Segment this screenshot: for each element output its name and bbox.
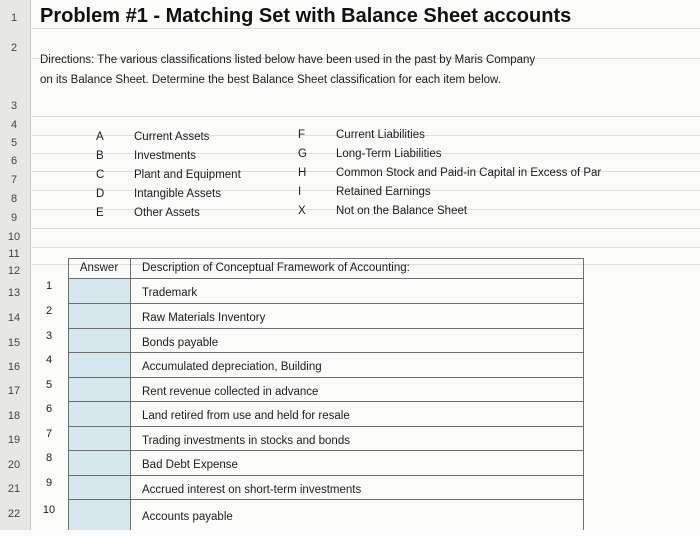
item-description: Rent revenue collected in advance bbox=[142, 386, 319, 398]
item-number: 1 bbox=[45, 280, 53, 292]
row-number: 22 bbox=[7, 508, 21, 520]
row-number: 16 bbox=[7, 361, 21, 373]
legend-label: Current Assets bbox=[134, 131, 210, 143]
row-number: 8 bbox=[10, 193, 18, 205]
legend-code: H bbox=[298, 167, 307, 179]
legend-code: X bbox=[298, 205, 306, 217]
row-number: 7 bbox=[10, 174, 18, 186]
item-number: 7 bbox=[45, 428, 53, 440]
answer-header: Answer bbox=[79, 262, 119, 274]
legend-code: E bbox=[96, 207, 104, 219]
directions-line-1: Directions: The various classifications listed below have been used in the past by Maris Company bbox=[40, 54, 536, 66]
row-number: 9 bbox=[10, 212, 18, 224]
legend-label: Intangible Assets bbox=[134, 188, 221, 200]
item-number: 10 bbox=[42, 504, 56, 516]
legend-label: Investments bbox=[134, 150, 196, 162]
legend-label: Not on the Balance Sheet bbox=[336, 205, 468, 217]
directions-line-2: on its Balance Sheet. Determine the best Balance Sheet classification for each item below. bbox=[40, 74, 501, 86]
legend-code: C bbox=[96, 169, 105, 181]
legend-label: Common Stock and Paid-in Capital in Excess of Par bbox=[336, 167, 602, 179]
legend-label: Long-Term Liabilities bbox=[336, 148, 442, 160]
answer-cell[interactable] bbox=[70, 403, 128, 424]
item-number: 6 bbox=[45, 403, 53, 415]
legend-label: Retained Earnings bbox=[336, 186, 431, 198]
item-number: 2 bbox=[45, 305, 53, 317]
table-border bbox=[68, 258, 584, 259]
row-number: 20 bbox=[7, 459, 21, 471]
answer-cell[interactable] bbox=[70, 305, 128, 326]
legend-code: A bbox=[96, 131, 104, 143]
row-number: 21 bbox=[7, 483, 21, 495]
legend-code: G bbox=[298, 148, 307, 160]
table-border bbox=[68, 258, 69, 530]
legend-code: F bbox=[298, 129, 306, 141]
row-number: 17 bbox=[7, 385, 21, 397]
row-gridline bbox=[30, 116, 700, 117]
item-number: 5 bbox=[45, 379, 53, 391]
answer-cell[interactable] bbox=[70, 477, 128, 497]
table-border bbox=[130, 258, 131, 530]
answer-cell[interactable] bbox=[70, 501, 128, 528]
legend-label: Plant and Equipment bbox=[134, 169, 241, 181]
answer-cell[interactable] bbox=[70, 280, 128, 301]
legend-code: D bbox=[96, 188, 105, 200]
answer-cell[interactable] bbox=[70, 452, 128, 473]
item-description: Accrued interest on short-term investments bbox=[142, 484, 362, 496]
legend-code: I bbox=[298, 186, 302, 198]
item-number: 8 bbox=[45, 452, 53, 464]
item-description: Accounts payable bbox=[142, 511, 233, 523]
item-description: Land retired from use and held for resale bbox=[142, 410, 350, 422]
legend-label: Current Liabilities bbox=[336, 129, 425, 141]
item-number: 9 bbox=[45, 477, 53, 489]
row-number: 6 bbox=[10, 155, 18, 167]
answer-cell[interactable] bbox=[70, 330, 128, 350]
item-description: Raw Materials Inventory bbox=[142, 312, 266, 324]
row-number: 4 bbox=[10, 119, 18, 131]
row-number: 1 bbox=[10, 12, 18, 24]
item-number: 4 bbox=[45, 354, 53, 366]
row-number: 19 bbox=[7, 434, 21, 446]
row-number: 5 bbox=[10, 137, 18, 149]
directions bbox=[40, 50, 600, 90]
row-number: 18 bbox=[7, 410, 21, 422]
row-number: 12 bbox=[7, 265, 21, 277]
row-number: 3 bbox=[10, 100, 18, 112]
description-header: Description of Conceptual Framework of Accounting: bbox=[142, 262, 410, 274]
table-border bbox=[583, 258, 584, 530]
item-description: Bonds payable bbox=[142, 337, 219, 349]
row-gridline bbox=[30, 247, 700, 248]
row-number: 13 bbox=[7, 287, 21, 299]
row-number: 10 bbox=[7, 231, 21, 243]
item-description: Bad Debt Expense bbox=[142, 459, 238, 471]
page-title: Problem #1 - Matching Set with Balance Sheet accounts bbox=[40, 5, 572, 27]
legend-code: B bbox=[96, 150, 104, 162]
item-number: 3 bbox=[45, 330, 53, 342]
item-description: Accumulated depreciation, Building bbox=[142, 361, 322, 373]
legend-label: Other Assets bbox=[134, 207, 200, 219]
answer-cell[interactable] bbox=[70, 379, 128, 399]
row-gridline bbox=[30, 228, 700, 229]
answer-cell[interactable] bbox=[70, 354, 128, 375]
answer-cell[interactable] bbox=[70, 428, 128, 448]
row-number: 11 bbox=[8, 248, 20, 260]
row-number: 15 bbox=[7, 337, 21, 349]
row-gridline bbox=[30, 28, 700, 29]
item-description: Trademark bbox=[142, 287, 198, 299]
item-description: Trading investments in stocks and bonds bbox=[142, 435, 350, 447]
row-number: 2 bbox=[10, 42, 18, 54]
row-number: 14 bbox=[7, 312, 21, 324]
